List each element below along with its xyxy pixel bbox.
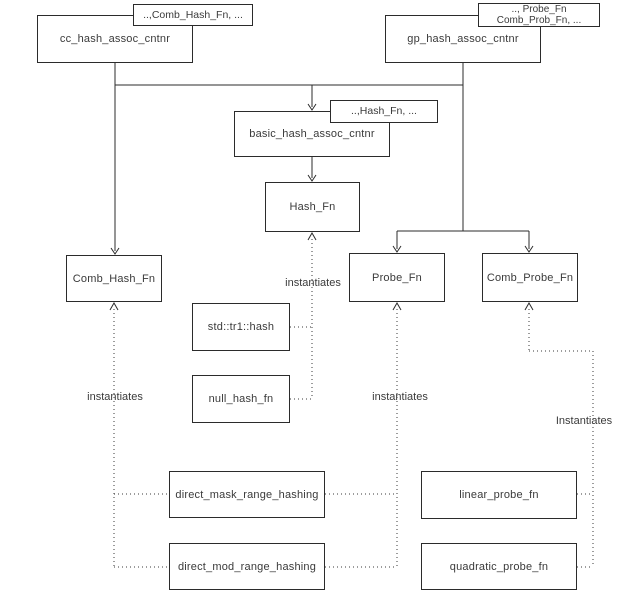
node-hash-fn: Hash_Fn	[265, 182, 360, 232]
edge-label-hash-instantiates: instantiates	[285, 277, 341, 289]
node-probe-fn: Probe_Fn	[349, 253, 445, 302]
node-basic-hash-assoc-cntnr: basic_hash_assoc_cntnr	[234, 111, 390, 157]
node-comb-hash-fn: Comb_Hash_Fn	[66, 255, 162, 302]
node-cc-hash-assoc-cntnr: cc_hash_assoc_cntnr	[37, 15, 193, 63]
edge-comb-hash-instantiates	[110, 303, 169, 567]
param-label-gp-hash-line2: Comb_Prob_Fn, ...	[496, 15, 582, 26]
node-null-hash-fn: null_hash_fn	[192, 375, 290, 423]
edge-label-comb-hash-instantiates: instantiates	[87, 391, 143, 403]
edge-comb-probe-instantiates	[525, 303, 593, 567]
edge-to-basic-hash	[308, 85, 316, 110]
edge-to-probe-fn	[393, 231, 401, 252]
edge-cc-to-comb-hash-fn	[111, 63, 119, 254]
node-linear-probe-fn: linear_probe_fn	[421, 471, 577, 519]
edge-label-probe-instantiates: instantiates	[372, 391, 428, 403]
node-gp-hash-assoc-cntnr: gp_hash_assoc_cntnr	[385, 15, 541, 63]
edge-probe-instantiates	[325, 303, 401, 567]
edge-hash-instantiates	[290, 233, 316, 399]
node-direct-mod-range-hashing: direct_mod_range_hashing	[169, 543, 325, 590]
param-label-gp-hash-line1: .., Probe_Fn	[511, 4, 567, 15]
edge-basic-to-hash-fn	[308, 157, 316, 181]
param-label-gp-hash	[478, 3, 600, 27]
edge-label-comb-probe-instantiates: Instantiates	[555, 415, 613, 427]
edge-to-comb-probe-fn	[525, 231, 533, 252]
node-direct-mask-range-hashing: direct_mask_range_hashing	[169, 471, 325, 518]
param-label-basic-hash: ..,Hash_Fn, ...	[330, 100, 438, 123]
node-quadratic-probe-fn: quadratic_probe_fn	[421, 543, 577, 590]
param-label-cc-hash: ..,Comb_Hash_Fn, ...	[133, 4, 253, 26]
node-std-tr1-hash: std::tr1::hash	[192, 303, 290, 351]
node-comb-probe-fn: Comb_Probe_Fn	[482, 253, 578, 302]
